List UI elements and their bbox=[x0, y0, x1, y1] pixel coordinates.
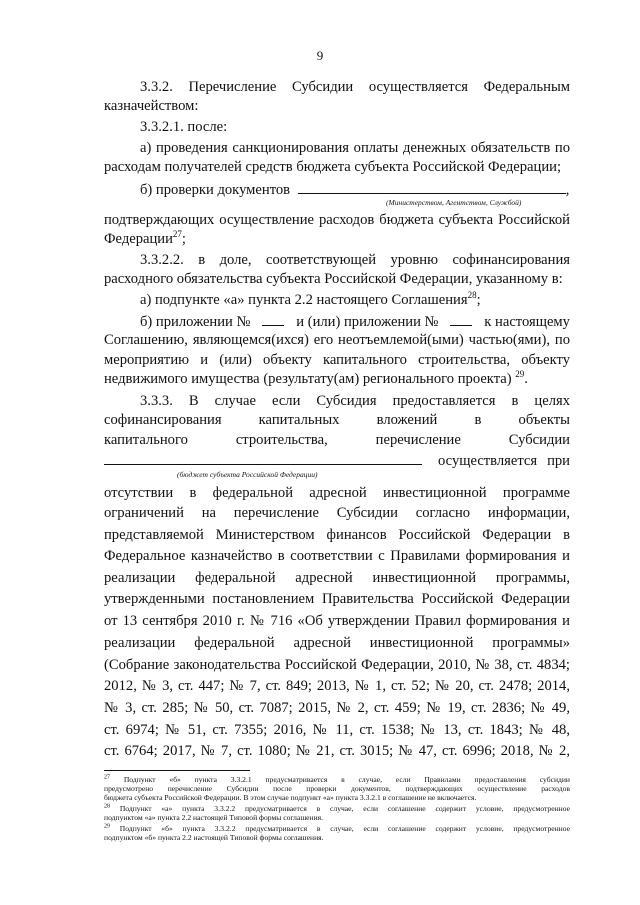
paragraph-3-3-3-line-11: от 13 сентября 2010 г. № 716 «Об утверждении Правил формирования и bbox=[104, 613, 570, 629]
paragraph-3-3-2-2-line-1: 3.3.2.2. в доле, соответствующей уровню софинансирования bbox=[140, 252, 570, 268]
paragraph-3-3-3-line-8: Федеральное казначейство в соответствии с Правилами формирования и bbox=[104, 548, 570, 564]
annex-number-blank-1 bbox=[262, 312, 284, 326]
item-b-annex-line-2: Соглашению, являющемся(ихся) его неотъемлемой(ыми) частью(ями), по bbox=[104, 332, 570, 348]
paragraph-3-3-3-line-9: реализации федеральной адресной инвестиционной программы, bbox=[104, 570, 570, 586]
item-b-annex-end: . bbox=[524, 371, 528, 387]
page-number: 9 bbox=[316, 48, 324, 63]
paragraph-confirm-line-1: подтверждающих осуществление расходов бюджета субъекта Российской bbox=[104, 212, 570, 228]
footnote-ref-28: 28 bbox=[467, 290, 477, 301]
footnote-27-line-3: бюджета субъекта Российской Федерации. В этом случае подпункт «а» пункта 3.3.2.1 в соглашение не включается. bbox=[104, 793, 477, 803]
paragraph-3-3-2-line-1: 3.3.2. Перечисление Субсидии осуществляется Федеральным bbox=[140, 79, 570, 95]
annex-number-blank-2 bbox=[450, 312, 472, 326]
item-b-docs-line bbox=[140, 180, 570, 199]
footnote-27-text-1: Подпункт «б» пункта 3.3.2.1 предусматривается в случае, если Правилами предоставления субсидии bbox=[123, 775, 570, 784]
paragraph-3-3-2-1: 3.3.2.1. после: bbox=[140, 119, 228, 135]
item-b-annex-text-3: к настоящему bbox=[484, 314, 570, 330]
paragraph-3-3-3-line-13: (Собрание законодательства Российской Федерации, 2010, № 38, ст. 4834; bbox=[104, 657, 570, 673]
paragraph-confirm-line-2 bbox=[104, 230, 570, 248]
paragraph-3-3-3-line-1: 3.3.3. В случае если Субсидия предоставляется в целях bbox=[140, 393, 570, 409]
paragraph-3-3-3-line-4-text bbox=[438, 452, 570, 470]
item-b-annex-line-3: мероприятию и (или) объекту капитального строительства, объекту bbox=[104, 352, 570, 368]
paragraph-confirm-end: ; bbox=[181, 231, 186, 247]
paragraph-3-3-3-line-3: капитального строительства, перечисление Субсидии bbox=[104, 432, 570, 448]
footnote-separator bbox=[104, 770, 250, 771]
item-b-annex-text-2: и (или) приложении № bbox=[296, 314, 439, 330]
item-b-docs-text: б) проверки документов bbox=[140, 182, 291, 198]
paragraph-3-3-3-line-4 bbox=[104, 451, 570, 470]
footnote-29 bbox=[104, 824, 570, 842]
item-b-annex-line-1 bbox=[140, 312, 570, 331]
footnote-ref-27: 27 bbox=[172, 229, 182, 240]
item-b-annex-line-4-text: недвижимого имущества (результату(ам) регионального проекта) bbox=[104, 371, 512, 387]
footnote-ref-29: 29 bbox=[515, 369, 525, 380]
footnote-29-marker: 29 bbox=[104, 823, 110, 830]
authority-caption: (Министерством, Агентством, Службой) bbox=[386, 198, 522, 207]
paragraph-3-3-3-line-4-label: осуществляется при bbox=[438, 453, 570, 469]
footnote-28-text-1: Подпункт «а» пункта 3.3.2.2 предусматривается в случае, если соглашение содержит условие, предусмотренное bbox=[119, 804, 570, 813]
footnote-27-line-1 bbox=[104, 775, 570, 784]
item-a-subpoint bbox=[140, 291, 570, 309]
paragraph-3-3-3-line-6: ограничений на перечисление Субсидии согласно информации, bbox=[104, 505, 570, 521]
footnote-27 bbox=[104, 775, 570, 803]
item-b-annex-text-1: б) приложении № bbox=[140, 314, 251, 330]
paragraph-confirm-text: Федерации bbox=[104, 231, 173, 247]
footnote-27-marker: 27 bbox=[104, 774, 110, 781]
paragraph-3-3-3-line-5: отсутствии в федеральной адресной инвестиционной программе bbox=[104, 485, 570, 501]
footnote-27-line-2: предусмотрено перечисление Субсидии после проверки документов, подтверждающих осуществление расходов bbox=[104, 784, 570, 794]
footnote-29-line-2: подпунктом «б» пункта 2.2 настоящей Типовой формы соглашения. bbox=[104, 833, 324, 843]
item-b-comma: , bbox=[565, 182, 570, 198]
authority-blank-line bbox=[298, 180, 566, 194]
footnote-29-text-1: Подпункт «б» пункта 3.3.2.2 предусматривается в случае, если соглашение содержит условие, предусмотренное bbox=[119, 824, 570, 833]
paragraph-3-3-2-line-2: казначейством: bbox=[104, 98, 199, 114]
paragraph-3-3-3-line-12: реализации федеральной адресной инвестиционной программы» bbox=[104, 635, 570, 651]
paragraph-3-3-3-line-2: софинансирования капитальных вложений в объекты bbox=[104, 412, 570, 428]
paragraph-3-3-3-line-16: ст. 6974; № 51, ст. 7355; 2016, № 11, ст. 1538; № 13, ст. 1843; № 48, bbox=[104, 722, 570, 738]
footnote-29-line-1 bbox=[104, 824, 570, 833]
footnote-28-line-2: подпунктом «а» пункта 2.2 настоящей Типовой формы соглашения. bbox=[104, 813, 324, 823]
item-a-subpoint-text: а) подпункте «а» пункта 2.2 настоящего Соглашения bbox=[140, 292, 468, 308]
budget-caption: (бюджет субъекта Российской Федерации) bbox=[177, 470, 318, 479]
footnote-28-marker: 28 bbox=[104, 803, 110, 810]
paragraph-3-3-2-2-line-2: расходного обязательства субъекта Российской Федерации, указанному в: bbox=[104, 271, 563, 287]
item-b-annex-line-4 bbox=[104, 370, 570, 388]
paragraph-3-3-3-line-15: № 3, ст. 285; № 50, ст. 7087; 2015, № 2, ст. 459; № 19, ст. 2836; № 49, bbox=[104, 700, 570, 716]
item-a-line-2: расходам получателей средств бюджета субъекта Российской Федерации; bbox=[104, 159, 562, 175]
paragraph-3-3-3-line-10: утвержденными постановлением Правительства Российской Федерации bbox=[104, 591, 570, 607]
item-a-subpoint-end: ; bbox=[476, 292, 481, 308]
budget-blank-line bbox=[104, 451, 422, 465]
footnote-28-line-1 bbox=[104, 804, 570, 813]
paragraph-3-3-3-line-17: ст. 6764; 2017, № 7, ст. 1080; № 21, ст. 3015; № 47, ст. 6996; 2018, № 2, bbox=[104, 743, 570, 759]
paragraph-3-3-3-line-7: представляемой Министерством финансов Российской Федерации в bbox=[104, 527, 570, 543]
item-a-line-1: а) проведения санкционирования оплаты денежных обязательств по bbox=[140, 140, 570, 156]
footnote-28 bbox=[104, 804, 570, 822]
paragraph-3-3-3-line-14: 2012, № 3, ст. 447; № 7, ст. 849; 2013, № 1, ст. 52; № 20, ст. 2478; 2014, bbox=[104, 678, 570, 694]
